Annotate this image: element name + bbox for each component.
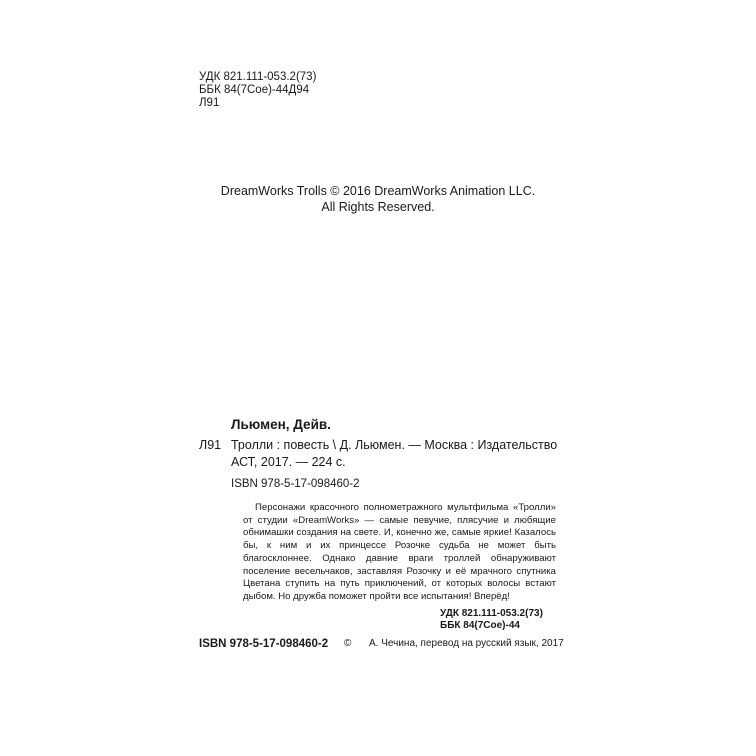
- catalog-isbn: ISBN 978-5-17-098460-2: [231, 478, 360, 490]
- udk-code: УДК 821.111-053.2(73): [199, 71, 317, 83]
- author-cipher: Л91: [199, 97, 220, 109]
- copyright-line-1: DreamWorks Trolls © 2016 DreamWorks Animation LLC.: [220, 184, 536, 198]
- catalog-card: [199, 416, 559, 633]
- translator-credit: А. Чечина, перевод на русский язык, 2017: [369, 638, 564, 649]
- classification-block: [199, 71, 316, 110]
- catalog-udk: УДК 821.111-053.2(73): [440, 607, 543, 619]
- copyright-notice: [0, 183, 756, 215]
- catalog-entry: [199, 437, 559, 471]
- catalog-description-line-1: Тролли : повесть \ Д. Льюмен. — Москва : Издательство: [231, 438, 558, 452]
- catalog-author: Льюмен, Дейв.: [231, 417, 331, 432]
- footer-line: [199, 638, 564, 654]
- catalog-description-line-2: АСТ, 2017. — 224 с.: [231, 455, 346, 469]
- copyright-sign: ©: [344, 638, 352, 649]
- copyright-line-2: All Rights Reserved.: [321, 200, 435, 214]
- catalog-annotation: Персонажи красочного полнометражного мультфильма «Тролли» от студии «DreamWorks» — самые певучие, плясучие и любящие обнимашки создания на свете. И, конечно же, самые яркие! Казалось бы, к ним и их принцессе Розочке судьба не может быть благосклоннее. Однако давние враги троллей обнаруживают поселение весельчаков, заставляя Розочку и её мрачного спутника Цветана ступить на путь приключений, от которых волосы встают дыбом. Но дружба поможет пройти все испытания! Вперёд!: [243, 502, 556, 602]
- catalog-codes: [440, 608, 559, 633]
- bbk-code: ББК 84(7Сое)-44Д94: [199, 84, 310, 96]
- catalog-cipher: Л91: [199, 438, 222, 452]
- footer-isbn: ISBN 978-5-17-098460-2: [199, 638, 329, 650]
- catalog-bbk: ББК 84(7Сое)-44: [440, 620, 520, 632]
